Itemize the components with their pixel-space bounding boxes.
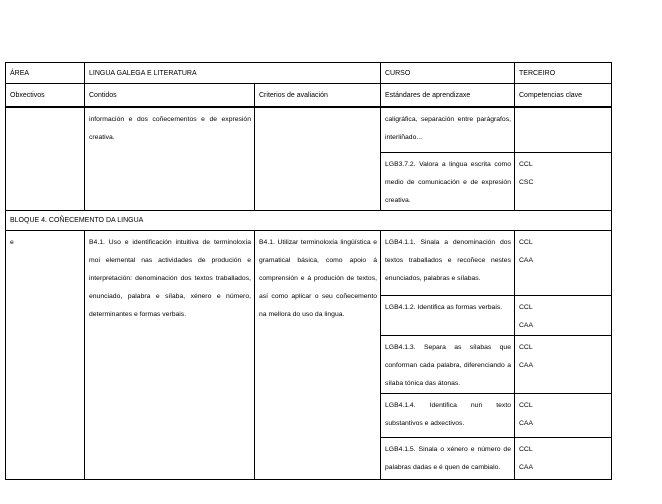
competencia-code: CCL <box>519 161 533 168</box>
block2-obxectivos-cell: e <box>6 231 85 480</box>
area-header-cell: ÁREA <box>6 63 85 84</box>
competencia-code: CCL <box>519 344 533 351</box>
bloque-title-cell: BLOQUE 4. COÑECEMENTO DA LINGUA <box>6 211 612 231</box>
header-row-1 <box>6 63 612 84</box>
competencia-code: CAA <box>519 464 533 471</box>
block2-estandar-2-cell: LGB4.1.2. Identifica as formas verbais. <box>381 296 515 336</box>
block2-estandar-5-cell: LGB4.1.5. Sinala o xénero e número de palabras dadas e é quen de cambialo. <box>381 438 515 480</box>
block1-contidos-cell: información e dos coñecementos e de expresión creativa. <box>85 107 255 211</box>
subject-header-cell: LINGUA GALEGA E LITERATURA <box>85 63 381 84</box>
block1-criterios-cell <box>255 107 381 211</box>
block2-competencias-4-cell <box>515 394 612 438</box>
block2-competencias-3-cell <box>515 336 612 394</box>
competencias-column-header: Competencias clave <box>515 84 612 107</box>
block1-competencias-2-cell <box>515 153 612 211</box>
criterios-column-header: Criterios de avaliación <box>255 84 381 107</box>
block2-estandar-4-cell: LGB4.1.4. Identifica nun texto substantivos e adxectivos. <box>381 394 515 438</box>
competencia-code: CAA <box>519 322 533 329</box>
block2-criterios-cell: B4.1. Utilizar terminoloxía lingüística e gramatical básica, como apoio á comprensión e á produción de textos, así como aplicar o seu coñecemento na mellora do uso da lingua. <box>255 231 381 480</box>
block2-contidos-cell: B4.1. Uso e identificación intuitiva de terminoloxía moi elemental nas actividades de produción e interpretación: denominación dos textos traballados, enunciado, palabra e sílaba, xénero e número, determinantes e formas verbais. <box>85 231 255 480</box>
block1-estandar-2-cell: LGB3.7.2. Valora a lingua escrita como medio de comunicación e de expresión creativa. <box>381 153 515 211</box>
curso-value-cell: TERCEIRO <box>515 63 612 84</box>
competencia-code: CCL <box>519 402 533 409</box>
competencia-code: CAA <box>519 420 533 427</box>
competencia-code: CAA <box>519 257 533 264</box>
bloque-title-row <box>6 211 612 231</box>
competencia-code: CCL <box>519 304 533 311</box>
block1-competencias-1-cell <box>515 107 612 153</box>
block2-competencias-1-cell <box>515 231 612 296</box>
curso-header-cell: CURSO <box>381 63 515 84</box>
contidos-column-header: Contidos <box>85 84 255 107</box>
block2-competencias-2-cell <box>515 296 612 336</box>
block2-row-1 <box>6 231 612 296</box>
block2-estandar-3-cell: LGB4.1.3. Separa as sílabas que conforman cada palabra, diferenciando a sílaba tónica das átonas. <box>381 336 515 394</box>
competencia-code: CAA <box>519 362 533 369</box>
block1-estandar-1-cell: caligráfica, separación entre parágrafos, interliñado... <box>381 107 515 153</box>
competencia-code: CCL <box>519 446 533 453</box>
competencia-code: CSC <box>519 179 534 186</box>
block1-obxectivos-cell <box>6 107 85 211</box>
header-row-2 <box>6 84 612 107</box>
curriculum-table <box>5 62 612 480</box>
estandares-column-header: Estándares de aprendizaxe <box>381 84 515 107</box>
block1-row-1 <box>6 107 612 153</box>
competencia-code: CCL <box>519 239 533 246</box>
block2-competencias-5-cell <box>515 438 612 480</box>
obxectivos-column-header: Obxectivos <box>6 84 85 107</box>
block2-estandar-1-cell: LGB4.1.1. Sinala a denominación dos textos traballados e recoñece nestes enunciados, palabras e sílabas. <box>381 231 515 296</box>
